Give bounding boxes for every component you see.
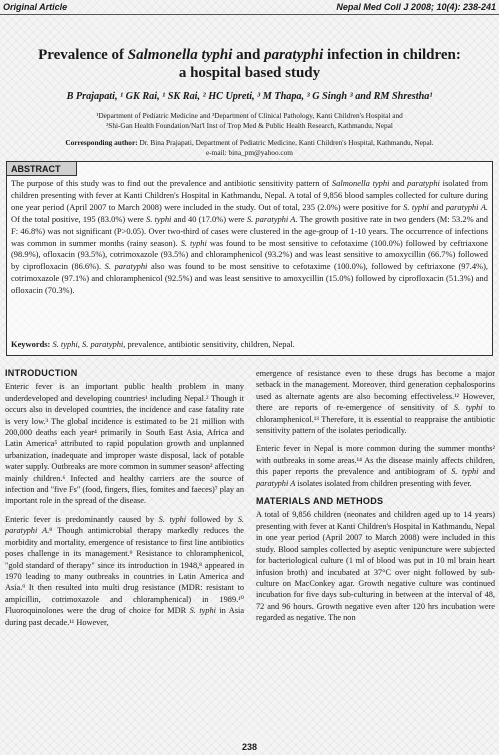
journal-citation: Nepal Med Coll J 2008; 10(4): 238-241 bbox=[336, 1, 496, 12]
abstract-box bbox=[6, 161, 493, 356]
article-title: Prevalence of Salmonella typhi and paratyphi infection in children: a hospital based study bbox=[38, 47, 461, 81]
running-header bbox=[3, 0, 496, 13]
intro-paragraph: Enteric fever is an important public health problem in many underdeveloped and developing countries¹ including Nepal.² Though it occurs also in developed countries, the incidence and case fatality rate is very low.³ The global incidence is estimated to be 21 million with 200,000 deaths each year⁴ primarily in South East Asia, Africa and Latin America⁵ attributed to rapid population growth and unplanned urbanization, inadequate and improper waste disposal, lack of potable water supply. Outbreaks are more common in summer season² affecting mainly children.⁶ Infected and healthy carriers are the source of infection and "five Fs" (food, fingers, flies, fomites and faeces)⁷ play an important role in the spread of the disease. bbox=[5, 382, 244, 506]
header-rule bbox=[0, 14, 499, 15]
abstract-text: The purpose of this study was to find out the prevalence and antibiotic sensitivity pattern of Salmonella typhi and paratyphi isolated from children presenting with fever at Kanti Children's Hospital in Kathmandu, Nepal. A total of 9,856 blood samples collected for culture during one year period (April 2007 to March 2008) were included in the study. Out of total, 235 (2.0%) were positive for S. typhi and paratyphi A. Of the total positive, 195 (83.0%) were S. typhi and 40 (17.0%) were S. paratyphi A. The growth positive rate in two genders (M: 53.2% and F: 46.8%) was not significant (P>0.05). Over two-third of cases were clustered in the age-group of 1-10 years. The occurrence of infections was common in summer months (rainy season). S. typhi was found to be most sensitive to cefotaxime (100.0%) followed by ceftriaxone (98.9%), ofloxacin (93.5%), cotrimoxazole (93.5%) and chloramphenicol (93.2%) and was least sensitive to amoxycillin (66.7%) followed by ciprofloxacin (86.6%). S. paratyphi also was found to be most sensitive to cefotaxime (100.0%), followed by ceftriaxone (97.4%), cotrimoxazole (97.1%) and chloramphenicol (92.5%) and was least sensitive to amoxycillin (15.0%) followed by ciprofloxacin (51.3%) and ofloxacin (70.3%). bbox=[11, 178, 489, 296]
abstract-heading: ABSTRACT bbox=[7, 162, 77, 176]
left-column bbox=[5, 368, 244, 635]
intro-paragraph: Enteric fever is predominantly caused by S. typhi followed by S. paratyphi A.⁸ Though antimicrobial therapy markedly reduces the morbidity and mortality, emergence of resistance to first line antibiotics poses challenge in its management.⁹ Resistance to chloramphenicol, "gold standard of therapy" since its introduction in 1948,⁸ appeared in 1970 leading to many outbreaks in countries in Latin America and Asia.⁹ It then resulted into multi drug resistance (MDR: resistant to ampicillin, cotrimoxazole and chloramphenical) in 1989.¹⁰ Fluoroquinolones were the drug of choice for MDR S. typhi in Asia during past decade.¹¹ However, bbox=[5, 514, 245, 627]
author-list: B Prajapati, ¹ GK Rai, ¹ SK Rai, ² HC Upreti, ³ M Thapa, ³ G Singh ³ and RM Shrestha¹ bbox=[66, 91, 433, 102]
affiliations bbox=[10, 111, 489, 131]
affiliation-line: ¹Department of Pediatric Medicine and ³Department of Clinical Pathology, Kanti Children's Hospital and bbox=[96, 111, 403, 120]
section-heading-introduction: INTRODUCTION bbox=[5, 368, 78, 378]
methods-paragraph: A total of 9,856 children (neonates and children aged up to 14 years) presenting with fever at Kanti Children's Hospital in Kathmandu, Nepal in one year period (April 2007 to March 2008) were included in this study. Blood samples collected by aseptic venipuncture were subjected for bacteriological culture (1 ml of blood was put in 10 ml brain heart infusion broth) and incubated at 37°C over night followed by sub-culture on MacConkey agar. Growth negative culture was continued incubation for five days sub-culturing in between at the interval of 48, 72 and 96 hours. Growth negative even after 120 hrs incubation were regarded as negative. The non bbox=[256, 510, 495, 623]
intro-paragraph: Enteric fever in Nepal is more common during the summer months² with outbreaks in some areas.¹⁴ As the disease mainly affects children, this paper reports the prevalence and antibiogram of S. typhi and paratyphi A isolates isolated from children presenting with fever. bbox=[256, 444, 496, 488]
page-number: 238 bbox=[241, 742, 258, 752]
keywords-label: Keywords: bbox=[11, 339, 51, 349]
right-column bbox=[256, 368, 495, 631]
corresponding-label: Corresponding author: bbox=[65, 138, 138, 147]
corresponding-author bbox=[10, 138, 489, 157]
keywords: Keywords: S. typhi, S. paratyphi, prevalence, antibiotic sensitivity, children, Nepal. bbox=[11, 339, 295, 349]
section-heading-methods: MATERIALS AND METHODS bbox=[256, 496, 384, 507]
article-type-label: Original Article bbox=[3, 1, 68, 12]
article-subtitle: a hospital based study bbox=[178, 65, 321, 81]
corresponding-email: e-mail: bina_pm@yahoo.com bbox=[206, 147, 293, 157]
affiliation-line: ²Shi-Gan Health Foundation/Nat'l Inst of Trop Med & Public Health Research, Kathmandu, Nepal bbox=[106, 121, 393, 130]
intro-paragraph: emergence of resistance even to these drugs has become a major setback in the management. Moreover, third generation cephalosporins used as alternate agents are also becoming effectiveless.¹² However, there are reports of re-emergence of sensitivity of S. typhi to chloramphenicol.¹³ Therefore, it is essential to reappraise the antibiotic sensitivity pattern of the isolates periodically. bbox=[256, 369, 495, 436]
corresponding-text: Dr. Bina Prajapati, Department of Pediatric Medicine, Kanti Children's Hospital, Kathmandu, Nepal. bbox=[137, 138, 434, 147]
